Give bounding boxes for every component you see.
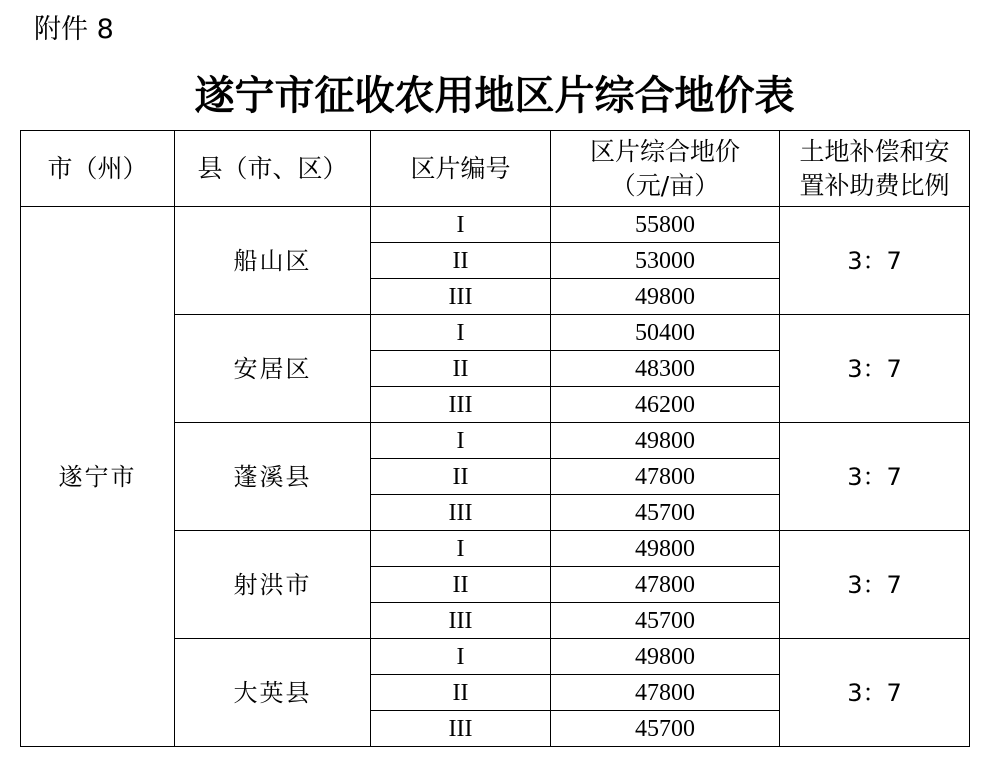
header-row: [21, 131, 970, 207]
price-cell: 55800: [551, 207, 780, 243]
price-cell: 49800: [551, 279, 780, 315]
header-zone: 区片编号: [371, 131, 551, 207]
price-cell: 47800: [551, 459, 780, 495]
zone-cell: III: [371, 603, 551, 639]
county-cell: 射洪市: [175, 531, 371, 639]
price-cell: 53000: [551, 243, 780, 279]
price-cell: 45700: [551, 711, 780, 747]
price-cell: 47800: [551, 567, 780, 603]
header-price: [551, 131, 780, 207]
zone-cell: I: [371, 423, 551, 459]
zone-cell: I: [371, 315, 551, 351]
header-ratio: [780, 131, 970, 207]
zone-cell: I: [371, 639, 551, 675]
county-cell: 蓬溪县: [175, 423, 371, 531]
price-cell: 49800: [551, 531, 780, 567]
ratio-cell: 3：7: [780, 531, 970, 639]
price-cell: 49800: [551, 639, 780, 675]
ratio-cell: 3：7: [780, 315, 970, 423]
zone-cell: II: [371, 243, 551, 279]
zone-cell: III: [371, 495, 551, 531]
ratio-cell: 3：7: [780, 423, 970, 531]
ratio-cell: 3：7: [780, 639, 970, 747]
header-price-line2: （元/亩）: [610, 170, 720, 200]
zone-cell: III: [371, 711, 551, 747]
header-price-line1: 区片综合地价: [589, 136, 740, 166]
header-county: 县（市、区）: [175, 131, 371, 207]
price-cell: 48300: [551, 351, 780, 387]
zone-cell: II: [371, 567, 551, 603]
price-cell: 47800: [551, 675, 780, 711]
header-ratio-line1: 土地补偿和安: [799, 136, 950, 166]
header-ratio-line2: 置补助费比例: [799, 170, 950, 200]
table-row: [21, 207, 970, 243]
header-city: 市（州）: [21, 131, 175, 207]
city-cell: 遂宁市: [21, 207, 175, 747]
price-cell: 49800: [551, 423, 780, 459]
ratio-cell: 3：7: [780, 207, 970, 315]
zone-cell: II: [371, 351, 551, 387]
county-cell: 船山区: [175, 207, 371, 315]
price-cell: 45700: [551, 495, 780, 531]
price-cell: 46200: [551, 387, 780, 423]
zone-cell: II: [371, 675, 551, 711]
zone-cell: I: [371, 531, 551, 567]
zone-cell: I: [371, 207, 551, 243]
zone-cell: II: [371, 459, 551, 495]
zone-cell: III: [371, 387, 551, 423]
county-cell: 大英县: [175, 639, 371, 747]
price-cell: 45700: [551, 603, 780, 639]
attachment-label: 附件 8: [34, 14, 114, 45]
land-price-table: [20, 130, 970, 747]
page-title: 遂宁市征收农用地区片综合地价表: [194, 72, 795, 119]
county-cell: 安居区: [175, 315, 371, 423]
zone-cell: III: [371, 279, 551, 315]
price-cell: 50400: [551, 315, 780, 351]
